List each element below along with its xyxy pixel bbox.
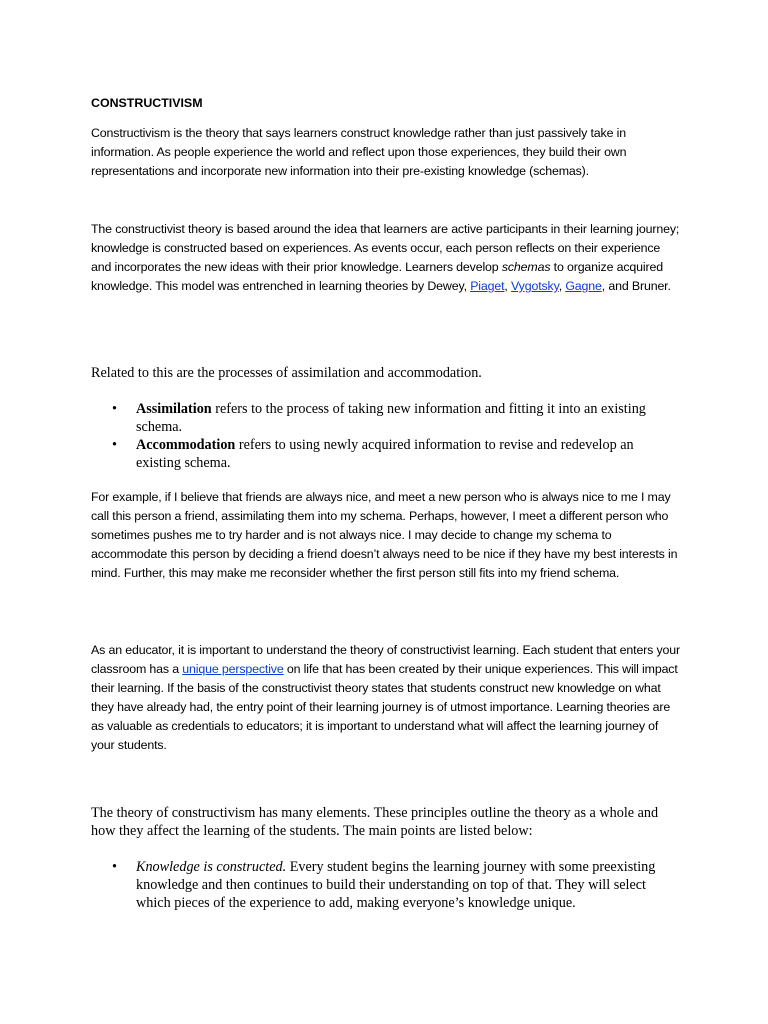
theory-text-2: to organize acquired knowledge. This model was entrenched in learning theories by Dewey, xyxy=(91,260,663,293)
theory-text-1: The constructivist theory is based around the idea that learners are active participants in their learning journey; knowledge is constructed based on experiences. As events occur, each person reflects on their experience and incorporates the new ideas with their prior knowledge. Learners develop xyxy=(91,222,680,274)
assimilation-term: Assimilation xyxy=(136,401,212,417)
accommodation-term: Accommodation xyxy=(136,437,236,453)
schemas-emphasis: schemas xyxy=(501,260,551,274)
intro-paragraph: Constructivism is the theory that says learners construct knowledge rather than just passively take in information. As people experience the world and reflect upon those experiences, they build their own representations and incorporate new information into their pre-existing knowledge (schemas). xyxy=(91,126,627,178)
educator-text-2: on life that has been created by their unique experiences. This will impact their learning. If the basis of the constructivist theory states that students construct new knowledge on what they have already had, the entry point of their learning journey is of utmost importance. Learning theories are as valuable as credentials to educators; it is important to understand what will affect the learning journey of your students. xyxy=(91,662,678,752)
principles-list xyxy=(91,858,681,912)
list-item-knowledge-constructed xyxy=(91,858,681,912)
theory-text-3: , and Bruner. xyxy=(601,279,671,293)
piaget-link[interactable]: Piaget xyxy=(470,279,505,293)
page-title: CONSTRUCTIVISM xyxy=(91,96,203,110)
elements-paragraph: The theory of constructivism has many elements. These principles outline the theory as a whole and how they affect the learning of the students. The main points are listed below: xyxy=(91,805,659,839)
gagne-link[interactable]: Gagne xyxy=(565,279,602,293)
principle-term: Knowledge is constructed. xyxy=(136,859,287,875)
list-item-accommodation xyxy=(91,436,681,472)
educator-text-1: As an educator, it is important to understand the theory of constructivist learning. Each student that enters your classroom has a xyxy=(91,643,681,676)
assimilation-definition: refers to the process of taking new information and fitting it into an existing schema. xyxy=(136,401,646,435)
separator: , xyxy=(558,279,566,293)
list-item-assimilation xyxy=(91,400,681,436)
example-paragraph: For example, if I believe that friends are always nice, and meet a new person who is always nice to me I may call this person a friend, assimilating them into my schema. Perhaps, however, I meet a different person who sometimes pushes me to try harder and is not always nice. I may decide to change my schema to accommodate this person by deciding a friend doesn’t always need to be nice if they have my best interests in mind. Further, this may make me reconsider whether the first person still fits into my friend schema. xyxy=(91,490,678,580)
related-processes-paragraph: Related to this are the processes of assimilation and accommodation. xyxy=(91,365,482,381)
principle-description: Every student begins the learning journey with some preexisting knowledge and then continues to build their understanding on top of that. They will select which pieces of the experience to add, making everyone’s knowledge unique. xyxy=(136,859,656,911)
unique-perspective-link[interactable]: unique perspective xyxy=(182,662,284,676)
theory-paragraph xyxy=(91,220,681,296)
vygotsky-link[interactable]: Vygotsky xyxy=(511,279,559,293)
separator: , xyxy=(504,279,512,293)
processes-list xyxy=(91,400,681,472)
educator-paragraph xyxy=(91,641,681,755)
accommodation-definition: refers to using newly acquired information to revise and redevelop an existing schema. xyxy=(136,437,634,471)
